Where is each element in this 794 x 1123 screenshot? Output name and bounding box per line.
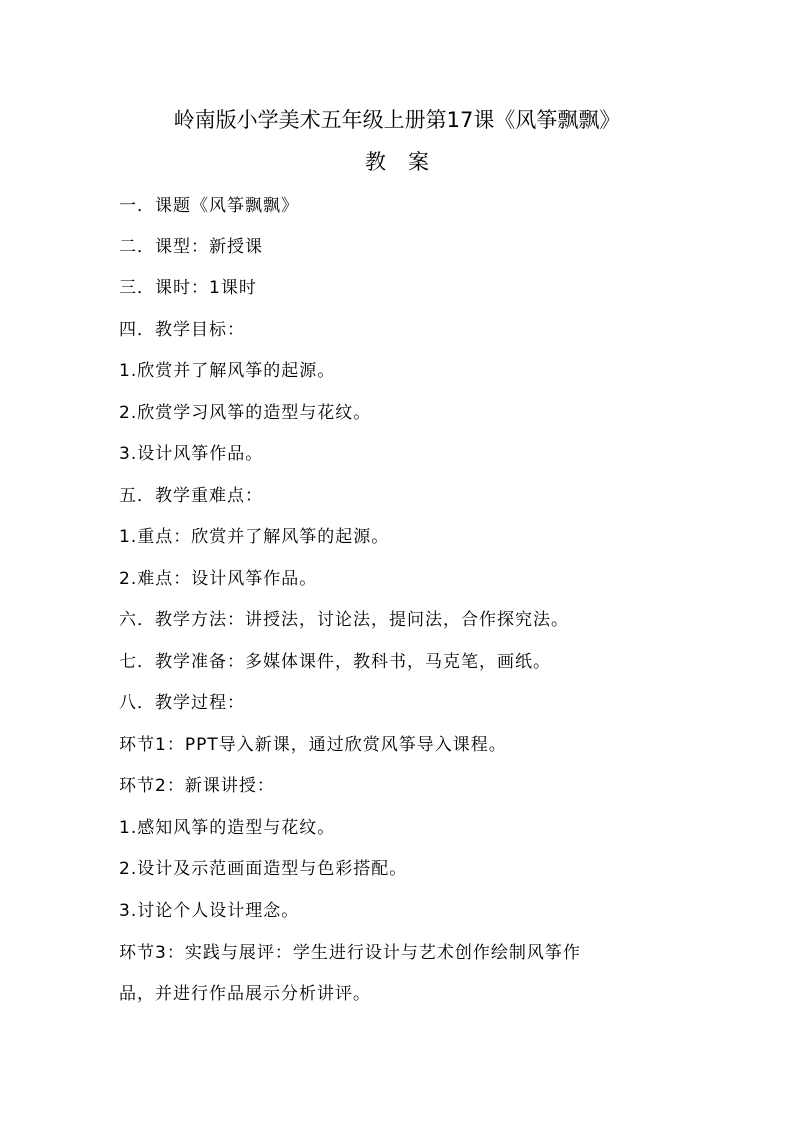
section-lesson-type: 二．课型：新授课 bbox=[119, 237, 263, 257]
section-methods: 六．教学方法：讲授法，讨论法，提问法，合作探究法。 bbox=[119, 610, 569, 630]
section-key-points-heading: 五．教学重难点： bbox=[119, 486, 263, 506]
section-preparation: 七．教学准备：多媒体课件，教科书，马克笔，画纸。 bbox=[119, 652, 551, 672]
objective-item: 3.设计风筝作品。 bbox=[119, 444, 264, 464]
process-step: 环节1：PPT导入新课，通过欣赏风筝导入课程。 bbox=[119, 735, 507, 755]
document-subtitle: 教案 bbox=[365, 150, 451, 174]
process-sub-item: 1.感知风筝的造型与花纹。 bbox=[119, 818, 336, 838]
section-topic: 一．课题《风筝飘飘》 bbox=[119, 196, 299, 216]
key-point-item: 2.难点：设计风筝作品。 bbox=[119, 569, 318, 589]
process-step: 环节2：新课讲授： bbox=[119, 776, 275, 796]
objective-item: 2.欣赏学习风筝的造型与花纹。 bbox=[119, 403, 372, 423]
key-point-item: 1.重点：欣赏并了解风筝的起源。 bbox=[119, 527, 390, 547]
section-objectives-heading: 四．教学目标： bbox=[119, 320, 245, 340]
section-process-heading: 八．教学过程： bbox=[119, 693, 245, 713]
process-sub-item: 3.讨论个人设计理念。 bbox=[119, 901, 300, 921]
process-step: 环节3：实践与展评：学生进行设计与艺术创作绘制风筝作 bbox=[119, 943, 581, 963]
objective-item: 1.欣赏并了解风筝的起源。 bbox=[119, 361, 336, 381]
process-sub-item: 2.设计及示范画面造型与色彩搭配。 bbox=[119, 859, 408, 879]
section-class-hours: 三．课时：1课时 bbox=[119, 278, 257, 298]
process-step-continued: 品，并进行作品展示分析讲评。 bbox=[119, 984, 371, 1004]
document-title: 岭南版小学美术五年级上册第17课《风筝飘飘》 bbox=[173, 108, 621, 132]
